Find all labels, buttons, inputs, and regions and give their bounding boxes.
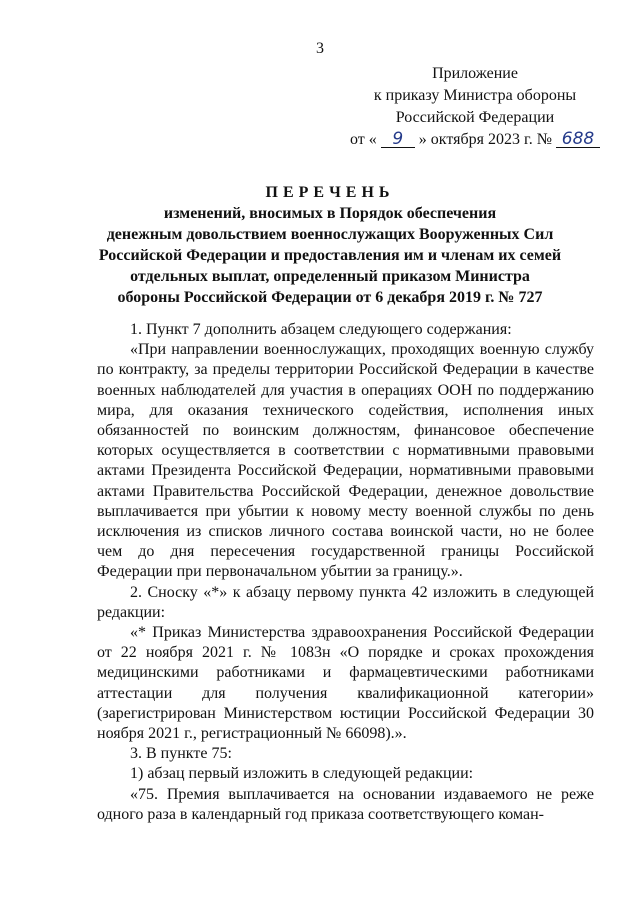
appendix-order-ref: к приказу Министра обороны — [373, 87, 577, 104]
handwritten-order-number: 688 — [556, 131, 600, 148]
title-heading: ПЕРЕЧЕНЬ — [265, 184, 395, 201]
title-line: денежным довольствием военнослужащих Вооруженных Сил — [106, 226, 554, 243]
document-title — [60, 182, 600, 308]
paragraph-quote-3: «75. Премия выплачивается на основании издаваемого не реже одного раза в календарный год приказа соответствующего коман- — [97, 785, 594, 823]
date-prefix: от « — [350, 131, 377, 148]
paragraph-item-3: 3. В пункте 75: — [130, 745, 232, 763]
paragraph-item-1: 1. Пункт 7 дополнить абзацем следующего содержания: — [130, 321, 512, 338]
title-line: отдельных выплат, определенный приказом Министра — [130, 268, 530, 285]
title-line: Российской Федерации и предоставления им и членам их семей — [98, 247, 562, 264]
paragraph-quote-1: «При направлении военнослужащих, проходящих военную службу по контракту, за пределы территории Российской Федерации в качестве военных наблюдателей для участия в операциях ООН по поддержанию мира, для оказания технического содействия, исполнения иных обязанностей по воинским должностям, финансовое обеспечение которых осуществляется в соответствии с нормативными правовыми актами Президента Российской Федерации, нормативными правовыми актами Правительства Российской Федерации, денежное довольствие выплачивается при убытии к новому месту военной службы по день исключения из списков личного состава воинской части, но не более чем до дня пересечения государственной границы Российской Федерации при первоначальном убытии за границу.». — [97, 341, 594, 581]
page-number: 3 — [316, 40, 324, 57]
paragraph-subitem-1: 1) абзац первый изложить в следующей редакции: — [130, 765, 474, 783]
title-line: изменений, вносимых в Порядок обеспечения — [163, 205, 497, 222]
appendix-federation: Российской Федерации — [395, 109, 555, 126]
appendix-date-line — [350, 129, 600, 151]
document-body — [97, 320, 594, 825]
paragraph-quote-2: «* Приказ Министерства здравоохранения Российской Федерации от 22 ноября 2021 г. № 1083н «О порядке и сроках прохождения медицинскими работниками и фармацевтическими работниками аттестации для получения квалификационной категории» (зарегистрирован Министерством юстиции Российской Федерации 30 ноября 2021 г., регистрационный № 66098).». — [97, 624, 594, 743]
appendix-header — [350, 63, 600, 151]
appendix-label: Приложение — [432, 65, 518, 82]
title-line: обороны Российской Федерации от 6 декабря 2019 г. № 727 — [117, 289, 543, 306]
handwritten-day: 9 — [381, 131, 415, 148]
paragraph-item-2: 2. Сноску «*» к абзацу первому пункта 42 изложить в следующей редакции: — [97, 583, 594, 621]
date-middle: » октября 2023 г. № — [418, 131, 553, 148]
